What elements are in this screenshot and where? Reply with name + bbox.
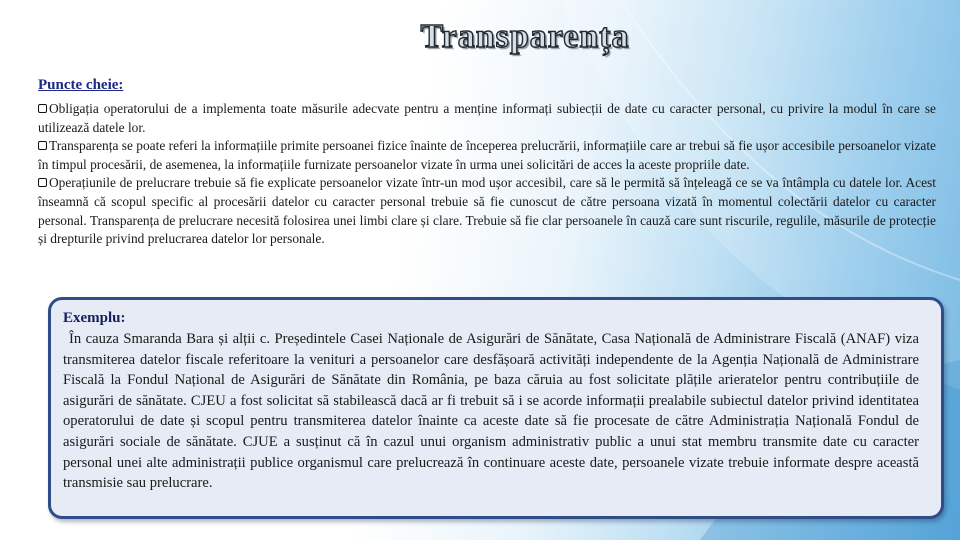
list-item — [38, 174, 936, 248]
page-title: Transparența — [420, 18, 630, 55]
bullet-text: Transparența se poate referi la informațiile primite persoanei fizice înainte de începerea prelucrării, informațiile care ar trebui să fie ușor accesibile persoanelor vizate în timpul procesării, de asemenea, la informațiile furnizate persoanelor vizate în urma unei solicitări de acces la aceste propriile date. — [38, 138, 936, 172]
section-subtitle: Puncte cheie: — [38, 77, 124, 93]
example-text: În cauza Smaranda Bara și alții c. Președintele Casei Naționale de Asigurări de Sănătate, Casa Națională de Administrare Fiscală (ANAF) viza transmiterea datelor fiscale referitoare la venituri a persoanelor care desfășoară activități independente de la Agenția Națională de Administrare Fiscală la Fondul Național de Asigurări de Sănătate din România, pe baza căruia au fost solicitate plățile arieratelor pentru contribuțiile de asigurări de sănătate. CJEU a fost solicitat să stabilească dacă ar fi trebuit să i se acorde informații prealabile subiectul datelor privind identitatea operatorului de date și scopul pentru transmiterea datelor înainte ca aceste date să fie procesate de către Administrația Națională Fondul de asigurări sociale de sănătate. CJUE a susținut că în cazul unui organism administrativ public a unui stat membru transmite date cu caracter personal unei alte administrații publice organismul care prelucrează în continuare aceste date, persoanele vizate trebuie informate despre această transmisie sau prelucrare. — [63, 331, 919, 492]
example-body — [63, 329, 919, 494]
list-item — [38, 137, 936, 174]
list-item — [38, 100, 936, 137]
bullet-text: Obligația operatorului de a implementa toate măsurile adecvate pentru a menține informați subiecții de date cu caracter personal, cu privire la modul în care se utilizează datele lor. — [38, 101, 936, 135]
example-panel — [48, 297, 944, 519]
key-points-list — [38, 100, 936, 249]
checkbox-bullet-icon — [38, 141, 47, 150]
example-heading: Exemplu: — [63, 310, 126, 326]
checkbox-bullet-icon — [38, 178, 47, 187]
bullet-text: Operațiunile de prelucrare trebuie să fie explicate persoanelor vizate într-un mod ușor accesibil, care să le permită să înțeleagă ce se va întâmpla cu datele lor. Acest înseamnă că scopul specific al procesării datelor cu caracter personal trebuie să fie cunoscut de către persoana vizată în momentul colectării datelor cu caracter personal. Transparența de prelucrare necesită folosirea unei limbi clare și clare. Trebuie să fie clar persoanele în cauză care sunt riscurile, regulile, măsurile de protecție și drepturile privind prelucrarea datelor lor personale. — [38, 175, 936, 247]
checkbox-bullet-icon — [38, 104, 47, 113]
